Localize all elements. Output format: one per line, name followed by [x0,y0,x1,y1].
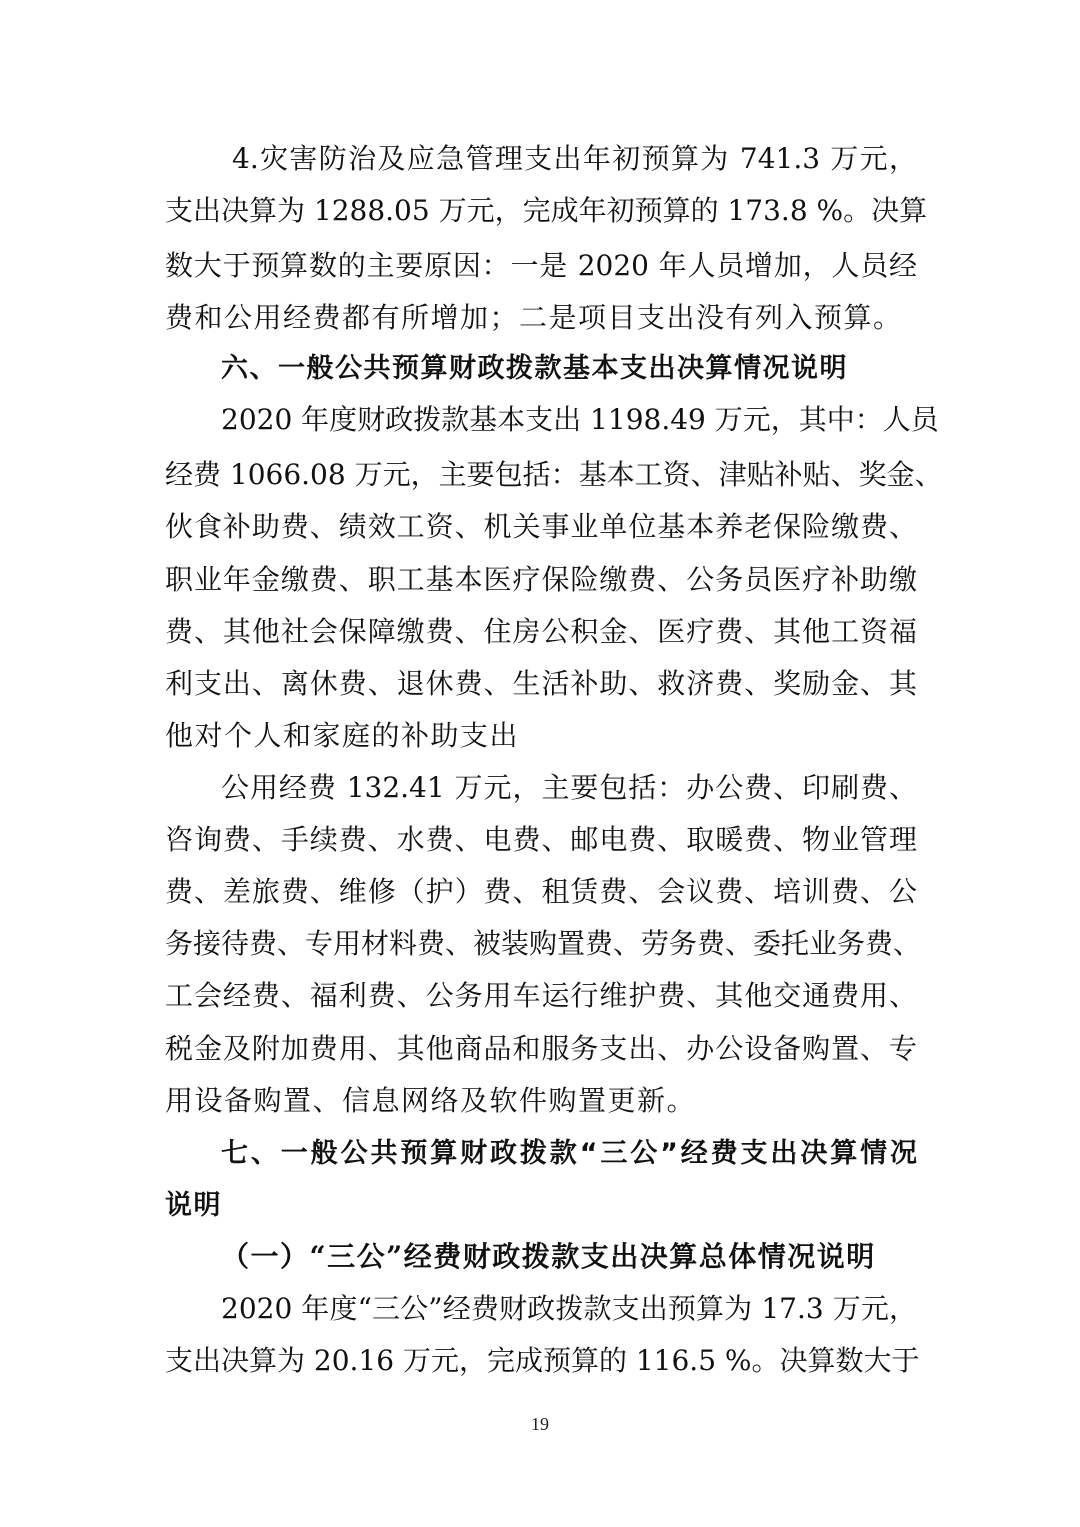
paragraph-line: 职业年金缴费、职工基本医疗保险缴费、公务员医疗补助缴 [165,563,917,596]
paragraph-line: 公用经费 132.41 万元，主要包括：办公费、印刷费、 [221,771,917,804]
paragraph-line: 他对个人和家庭的补助支出 [165,719,520,752]
paragraph-line: 数大于预算数的主要原因：一是 2020 年人员增加，人员经 [165,249,917,282]
section-heading: 七、一般公共预算财政拨款“三公”经费支出决算情况 [221,1138,917,1169]
section-heading-continuation: 说明 [165,1190,222,1221]
paragraph-line: 工会经费、福利费、公务用车运行维护费、其他交通费用、 [165,979,917,1012]
page-number: 19 [531,1414,549,1434]
paragraph-line: 支出决算为 1288.05 万元，完成年初预算的 173.8 %。决算 [165,194,928,227]
subsection-heading: （一）“三公”经费财政拨款支出决算总体情况说明 [221,1240,876,1273]
paragraph-line: 费和公用经费都有所增加；二是项目支出没有列入预算。 [165,301,903,334]
paragraph-line: 务接待费、专用材料费、被装购置费、劳务费、委托业务费、 [165,927,922,960]
paragraph-line: 2020 年度财政拨款基本支出 1198.49 万元，其中：人员 [221,403,939,436]
section-heading: 六、一般公共预算财政拨款基本支出决算情况说明 [221,353,848,384]
paragraph-line: 费、其他社会保障缴费、住房公积金、医疗费、其他工资福 [165,615,917,648]
paragraph-line: 经费 1066.08 万元，主要包括：基本工资、津贴补贴、奖金、 [165,458,943,491]
paragraph-line: 咨询费、手续费、水费、电费、邮电费、取暖费、物业管理 [165,823,917,856]
paragraph-line: 2020 年度“三公”经费财政拨款支出预算为 17.3 万元， [221,1292,917,1325]
paragraph-line: 4.灾害防治及应急管理支出年初预算为 741.3 万元， [232,142,917,175]
paragraph-line: 用设备购置、信息网络及软件购置更新。 [165,1084,697,1117]
paragraph-line: 支出决算为 20.16 万元，完成预算的 116.5 %。决算数大于 [165,1344,920,1377]
paragraph-line: 费、差旅费、维修（护）费、租赁费、会议费、培训费、公 [165,875,917,908]
paragraph-line: 利支出、离休费、退休费、生活补助、救济费、奖励金、其 [165,667,917,700]
paragraph-line: 伙食补助费、绩效工资、机关事业单位基本养老保险缴费、 [165,510,917,543]
paragraph-line: 税金及附加费用、其他商品和服务支出、办公设备购置、专 [165,1032,917,1065]
